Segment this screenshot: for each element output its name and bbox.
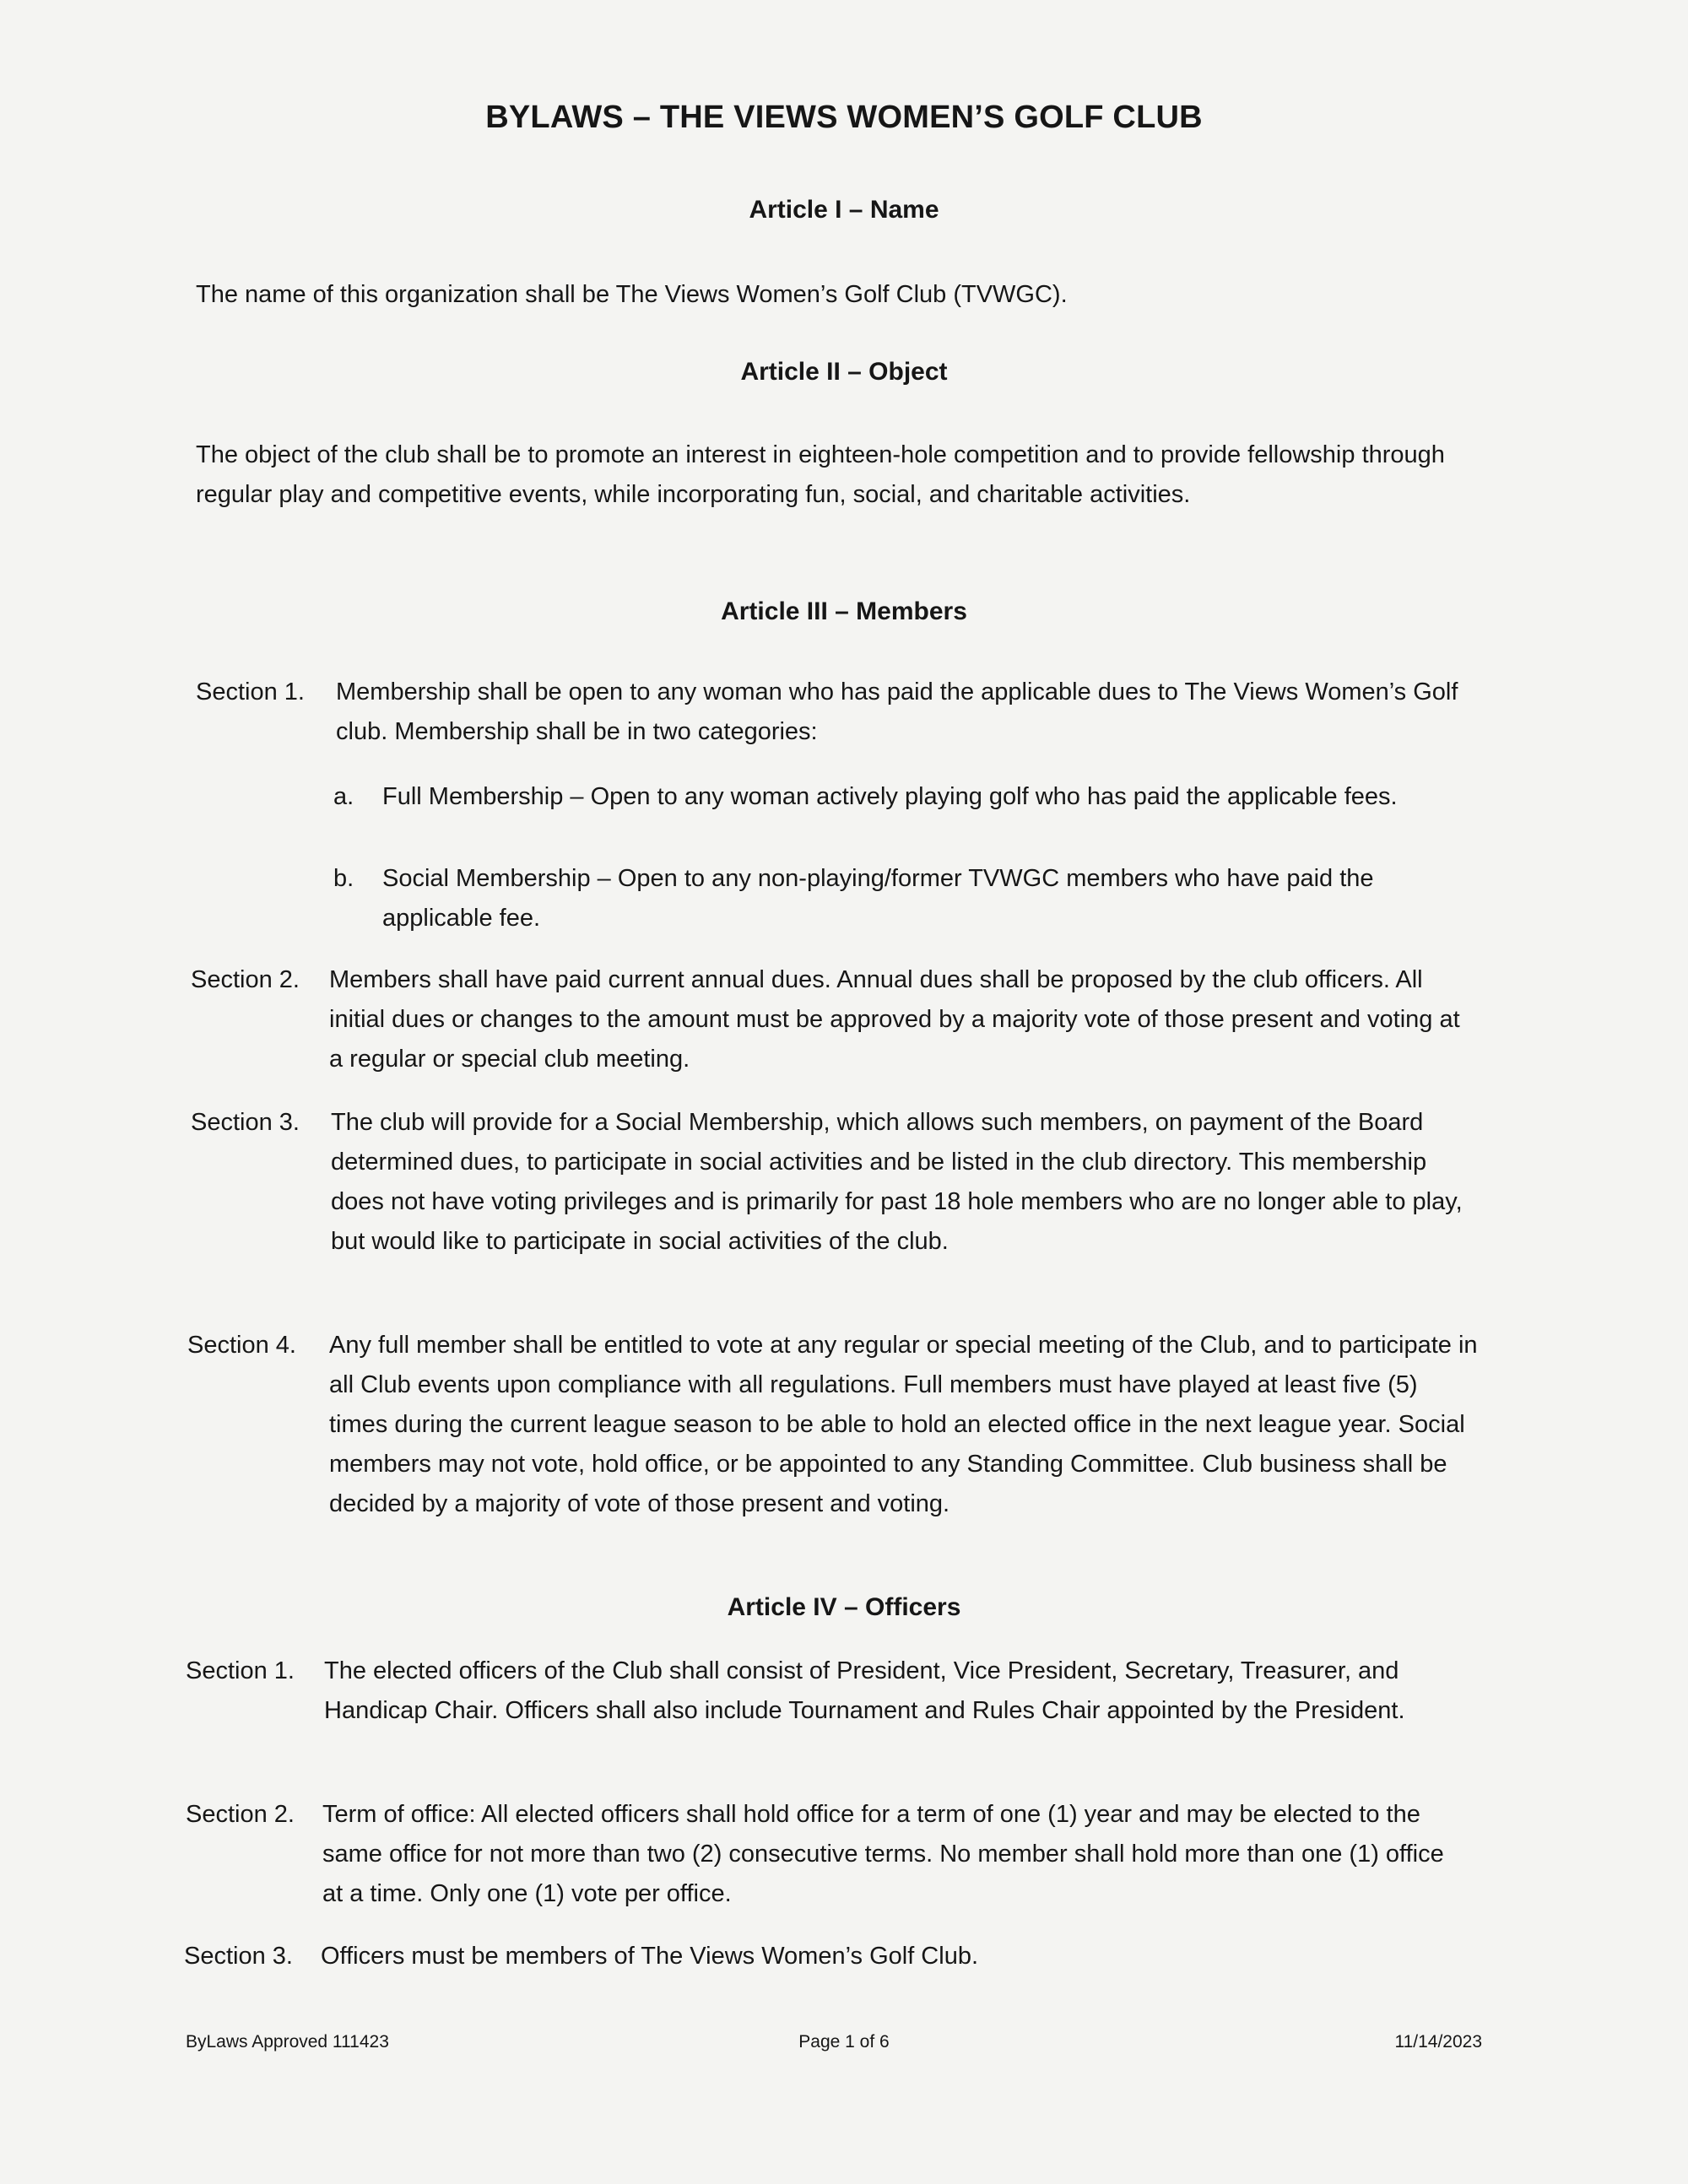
item-text: Full Membership – Open to any woman actively playing golf who has paid the applicable fees. [382,783,1398,810]
article-4-section-3 [184,1937,1467,1976]
section-text: Term of office: All elected officers shall hold office for a term of one (1) year and may be elected to the same office for not more than two (2) consecutive terms. No member shall hold more than one (1) office at a time. Only one (1) vote per office. [322,1801,1444,1907]
section-text: Any full member shall be entitled to vote at any regular or special meeting of the Club, and to participate in all Club events upon compliance with all regulations. Full members must have played at least five (5) times during the current league season to be able to hold an elected office in the next league year. Social members may not vote, hold office, or be appointed to any Standing Committee. Club business shall be decided by a majority of vote of those present and voting. [329,1332,1478,1517]
item-text: Social Membership – Open to any non-playing/former TVWGC members who have paid the applicable fee. [382,865,1374,932]
section-text: Membership shall be open to any woman who has paid the applicable dues to The Views Women’s Golf club. Membership shall be in two categories: [336,678,1458,745]
footer-left: ByLaws Approved 111423 [186,2032,389,2052]
article-3-section-1 [196,673,1479,752]
section-text: The club will provide for a Social Membership, which allows such members, on payment of the Board determined dues, to participate in social activities and be listed in the club directory. This membership does not have voting privileges and is primarily for past 18 hole members who are no longer able to play, but would like to participate in social activities of the club. [331,1109,1463,1255]
section-text: Members shall have paid current annual dues. Annual dues shall be proposed by the club officers. All initial dues or changes to the amount must be approved by a majority vote of those present and voting at a regular or special club meeting. [329,966,1460,1073]
article-3-section-1-item-b [333,859,1490,938]
section-label: Section 2. [186,1801,295,1828]
article-2-text: The object of the club shall be to promote an interest in eighteen-hole competition and to provide fellowship through regular play and competitive events, while incorporating fun, social, and charitable activities. [196,441,1445,508]
article-3-section-2 [191,960,1474,1079]
article-4-heading: Article IV – Officers [727,1593,961,1621]
item-label: a. [333,783,354,810]
footer-date: 11/14/2023 [1394,2032,1482,2052]
document-title: BYLAWS – THE VIEWS WOMEN’S GOLF CLUB [485,100,1203,135]
section-label: Section 1. [196,678,305,705]
article-1-heading: Article I – Name [749,196,939,224]
article-3-section-1-item-a [333,777,1490,817]
article-1-text: The name of this organization shall be The Views Women’s Golf Club (TVWGC). [196,281,1068,308]
section-text: The elected officers of the Club shall consist of President, Vice President, Secretary, Treasurer, and Handicap Chair. Officers shall also include Tournament and Rules Chair appointed by the President. [324,1657,1405,1724]
article-4-section-1 [186,1652,1485,1731]
section-label: Section 2. [191,966,300,993]
article-2-heading: Article II – Object [740,358,948,386]
article-4-section-2 [186,1795,1452,1914]
section-label: Section 4. [187,1332,296,1359]
section-label: Section 1. [186,1657,295,1684]
article-3-section-3 [191,1103,1474,1262]
section-text: Officers must be members of The Views Women’s Golf Club. [321,1943,979,1970]
section-label: Section 3. [191,1109,300,1136]
article-3-section-4 [187,1326,1479,1524]
item-label: b. [333,865,354,892]
section-label: Section 3. [184,1943,293,1970]
footer-page-number: Page 1 of 6 [798,2032,890,2052]
article-3-heading: Article III – Members [721,597,967,625]
